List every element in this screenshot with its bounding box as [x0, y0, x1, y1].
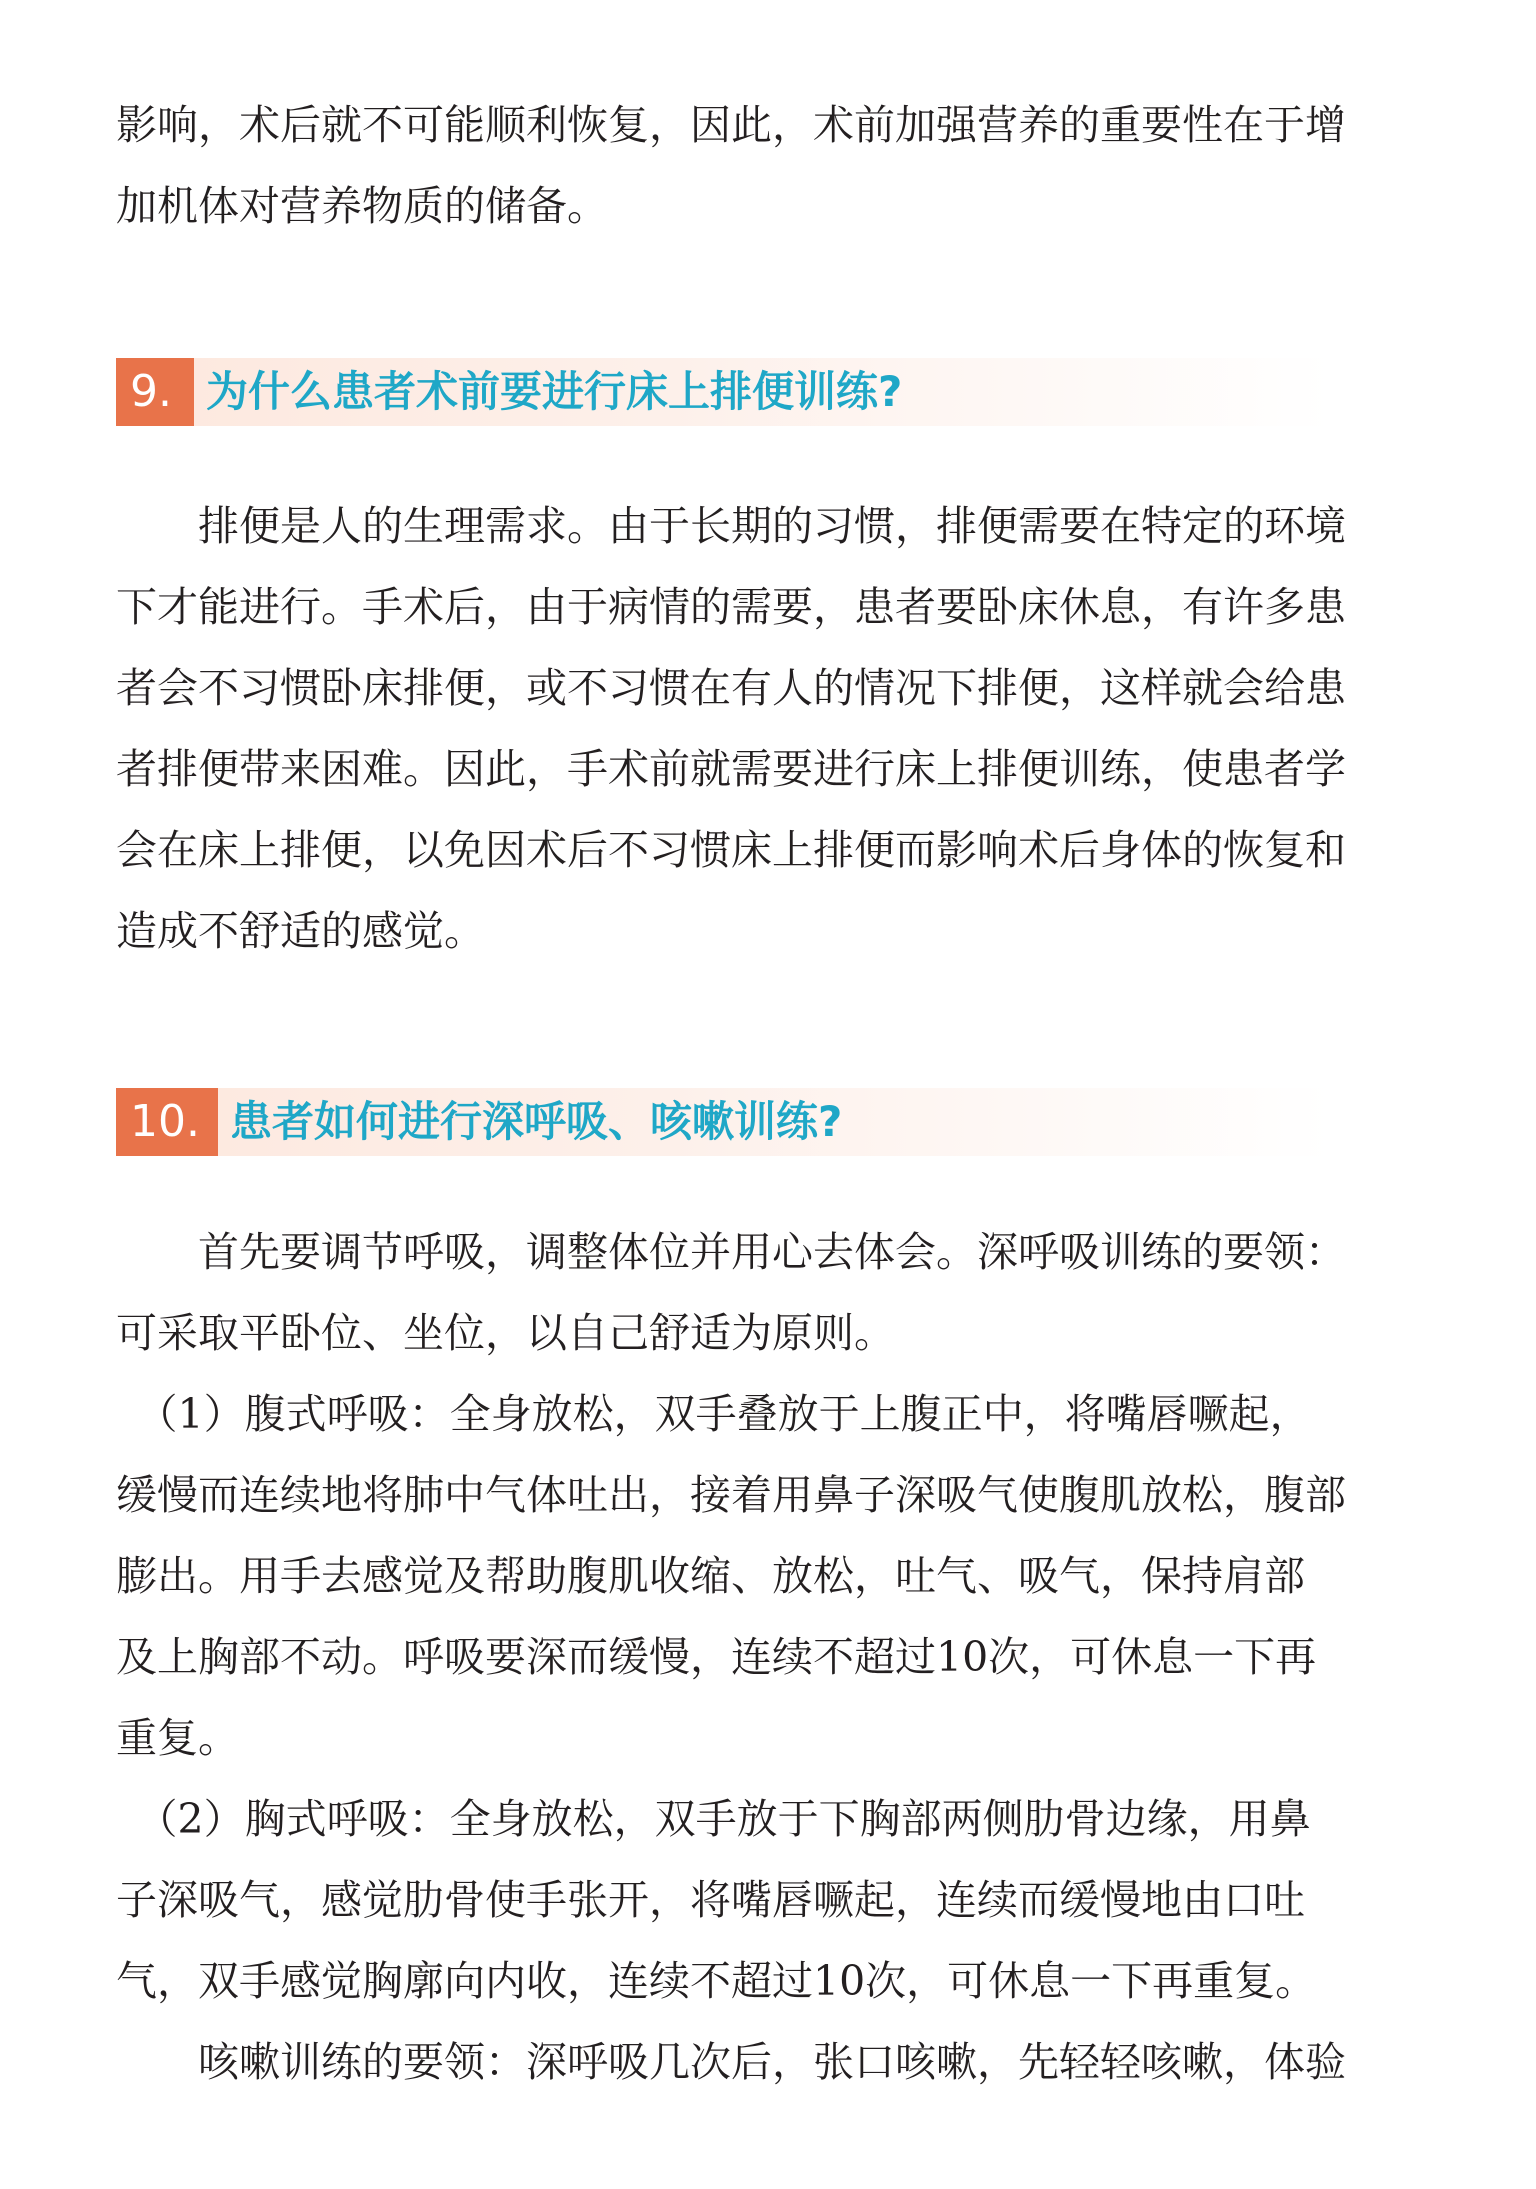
- section-9-heading: [116, 358, 1331, 426]
- text-line: 排便是人的生理需求。由于长期的习惯，排便需要在特定的环境: [116, 502, 1346, 550]
- text-line: （2）胸式呼吸：全身放松，双手放于下胸部两侧肋骨边缘，用鼻: [116, 1795, 1311, 1843]
- section-10-heading: [116, 1088, 1331, 1156]
- text-line: 重复。: [116, 1714, 239, 1762]
- text-line: 膨出。用手去感觉及帮助腹肌收缩、放松，吐气、吸气，保持肩部: [116, 1552, 1305, 1600]
- text-line: 造成不舒适的感觉。: [116, 907, 485, 955]
- text-line: 影响，术后就不可能顺利恢复，因此，术前加强营养的重要性在于增: [116, 101, 1346, 149]
- intro-paragraph: [116, 85, 1406, 247]
- text-line: 下才能进行。手术后，由于病情的需要，患者要卧床休息，有许多患: [116, 583, 1346, 631]
- text-line: 缓慢而连续地将肺中气体吐出，接着用鼻子深吸气使腹肌放松，腹部: [116, 1471, 1346, 1519]
- text-line: 首先要调节呼吸，调整体位并用心去体会。深呼吸训练的要领：: [116, 1228, 1346, 1276]
- text-line: 加机体对营养物质的储备。: [116, 182, 608, 230]
- text-line: 会在床上排便，以免因术后不习惯床上排便而影响术后身体的恢复和: [116, 826, 1346, 874]
- section-10-title: 患者如何进行深呼吸、咳嗽训练?: [230, 1097, 843, 1146]
- text-line: 者会不习惯卧床排便，或不习惯在有人的情况下排便，这样就会给患: [116, 664, 1346, 712]
- text-line: 者排便带来困难。因此，手术前就需要进行床上排便训练，使患者学: [116, 745, 1346, 793]
- text-line: 可采取平卧位、坐位，以自己舒适为原则。: [116, 1309, 895, 1357]
- section-9-number: 9.: [116, 358, 194, 426]
- text-line: （1）腹式呼吸：全身放松，双手叠放于上腹正中，将嘴唇噘起，: [116, 1390, 1311, 1438]
- text-line: 咳嗽训练的要领：深呼吸几次后，张口咳嗽，先轻轻咳嗽，体验: [116, 2038, 1346, 2086]
- text-line: 子深吸气，感觉肋骨使手张开，将嘴唇噘起，连续而缓慢地由口吐: [116, 1876, 1305, 1924]
- section-10-number: 10.: [116, 1088, 218, 1156]
- text-line: 及上胸部不动。呼吸要深而缓慢，连续不超过10次，可休息一下再: [116, 1633, 1317, 1681]
- text-line: 气，双手感觉胸廓向内收，连续不超过10次，可休息一下再重复。: [116, 1957, 1317, 2005]
- section-9-title: 为什么患者术前要进行床上排便训练?: [206, 367, 903, 416]
- section-9-body: [116, 486, 1406, 972]
- section-10-body: [116, 1212, 1406, 2103]
